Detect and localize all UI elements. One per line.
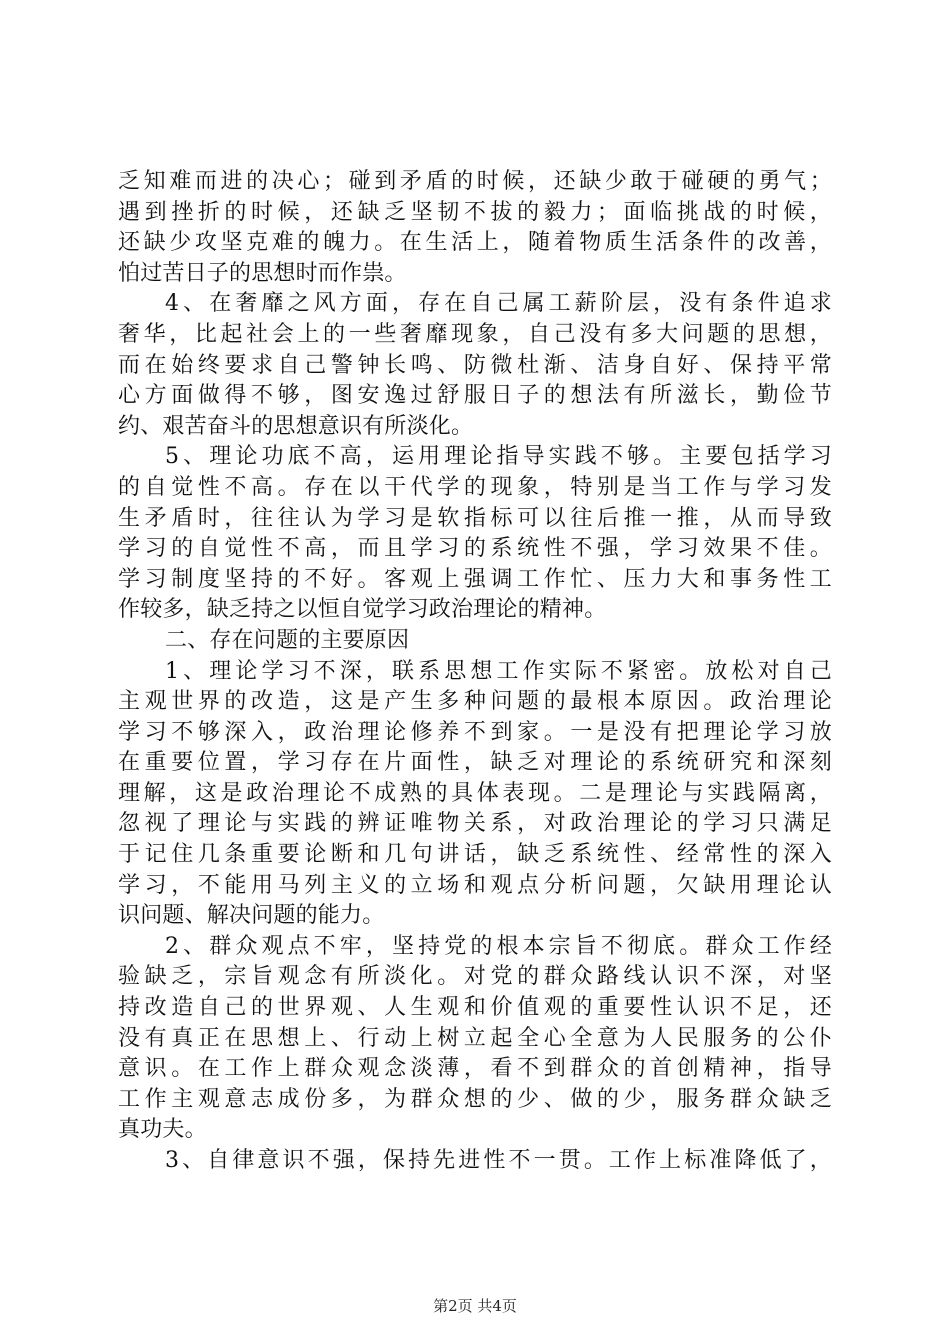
paragraph-start-line: 2、群众观点不牢，坚持党的根本宗旨不彻底。群众工作经 [165, 933, 832, 959]
text-line: 怕过苦日子的思想时而作祟。 [118, 260, 407, 286]
text-line: 没有真正在思想上、行动上树立起全心全意为人民服务的公仆 [118, 1025, 832, 1051]
text-line: 真功夫。 [118, 1117, 207, 1143]
text-line: 学习的自觉性不高，而且学习的系统性不强，学习效果不佳。 [118, 536, 832, 562]
text-line: 约、艰苦奋斗的思想意识有所淡化。 [118, 413, 474, 439]
page-number-footer: 第2页 共4页 [433, 1297, 517, 1315]
paragraph-start-line: 5、理论功底不高，运用理论指导实践不够。主要包括学习 [165, 444, 832, 470]
text-line: 作较多，缺乏持之以恒自觉学习政治理论的精神。 [118, 597, 607, 623]
text-line: 学习制度坚持的不好。客观上强调工作忙、压力大和事务性工 [118, 566, 832, 592]
paragraph-start-line: 4、在奢靡之风方面，存在自己属工薪阶层，没有条件追求 [165, 291, 832, 317]
text-line: 意识。在工作上群众观念淡薄，看不到群众的首创精神，指导 [118, 1056, 832, 1082]
text-line: 奢华，比起社会上的一些奢靡现象，自己没有多大问题的思想， [118, 321, 832, 347]
text-line: 乏知难而进的决心；碰到矛盾的时候，还缺少敢于碰硬的勇气； [118, 169, 832, 194]
paragraph-start-line: 1、理论学习不深，联系思想工作实际不紧密。放松对自己 [165, 658, 832, 684]
text-line: 的自觉性不高。存在以干代学的现象，特别是当工作与学习发 [118, 474, 832, 500]
body-text [118, 167, 838, 1177]
text-line: 而在始终要求自己警钟长鸣、防微杜渐、洁身自好、保持平常 [118, 352, 832, 378]
text-line: 生矛盾时，往往认为学习是软指标可以往后推一推，从而导致 [118, 505, 832, 531]
text-line: 验缺乏，宗旨观念有所淡化。对党的群众路线认识不深，对坚 [118, 964, 832, 990]
text-line: 还缺少攻坚克难的魄力。在生活上，随着物质生活条件的改善， [118, 230, 832, 256]
text-line: 识问题、解决问题的能力。 [118, 903, 385, 929]
text-line: 主观世界的改造，这是产生多种问题的最根本原因。政治理论 [118, 689, 832, 715]
text-line: 心方面做得不够，图安逸过舒服日子的想法有所滋长，勤俭节 [118, 383, 832, 409]
text-line: 于记住几条重要论断和几句讲话，缺乏系统性、经常性的深入 [118, 842, 832, 868]
paragraph-start-line: 3、自律意识不强，保持先进性不一贯。工作上标准降低了， [165, 1148, 832, 1173]
text-line: 学习不够深入，政治理论修养不到家。一是没有把理论学习放 [118, 719, 832, 745]
text-line: 忽视了理论与实践的辨证唯物关系，对政治理论的学习只满足 [118, 811, 832, 837]
text-line: 工作主观意志成份多，为群众想的少、做的少，服务群众缺乏 [118, 1086, 832, 1112]
text-line: 理解，这是政治理论不成熟的具体表现。二是理论与实践隔离， [118, 780, 832, 806]
text-line: 学习，不能用马列主义的立场和观点分析问题，欠缺用理论认 [118, 872, 832, 898]
text-line: 遇到挫折的时候，还缺乏坚韧不拔的毅力；面临挑战的时候， [118, 199, 832, 225]
text-line: 持改造自己的世界观、人生观和价值观的重要性认识不足，还 [118, 995, 832, 1021]
section-heading: 二、存在问题的主要原因 [165, 627, 410, 653]
text-line: 在重要位置，学习存在片面性，缺乏对理论的系统研究和深刻 [118, 750, 832, 776]
